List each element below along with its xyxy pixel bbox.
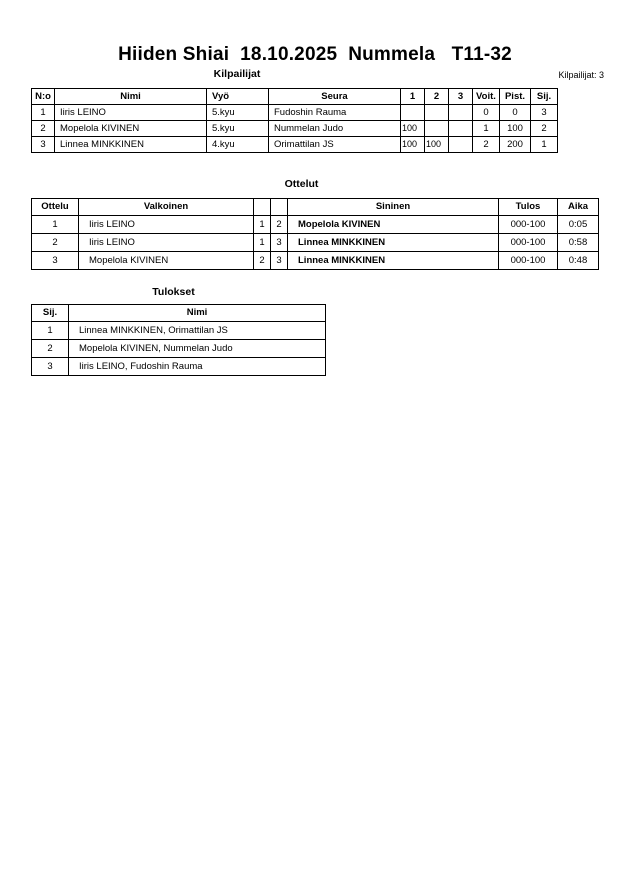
cell-name: Linnea MINKKINEN <box>55 137 207 153</box>
competitors-section-label: Kilpailijat <box>213 68 261 80</box>
cell-name: Iiris LEINO, Fudoshin Rauma <box>69 358 326 376</box>
cell-rank: 2 <box>531 121 558 137</box>
cell-points: 100 <box>500 121 531 137</box>
cell-name: Iiris LEINO <box>55 105 207 121</box>
column-header-wins: Voit. <box>473 89 500 105</box>
column-header-score-1: 1 <box>401 89 425 105</box>
cell-rank: 2 <box>32 340 69 358</box>
page-title: Hiiden Shiai 18.10.2025 Nummela T11-32 <box>118 44 512 65</box>
cell-score-1: 100 <box>401 137 425 153</box>
matches-section-label: Ottelut <box>284 178 319 190</box>
results-table <box>31 304 326 376</box>
cell-score-1 <box>401 105 425 121</box>
cell-rank: 3 <box>531 105 558 121</box>
table-header-row <box>32 305 326 322</box>
column-header-club: Seura <box>269 89 401 105</box>
cell-blue-number: 3 <box>271 252 288 270</box>
column-header-score-2: 2 <box>425 89 449 105</box>
cell-name: Mopelola KIVINEN, Nummelan Judo <box>69 340 326 358</box>
competitors-count: Kilpailijat: 3 <box>558 70 604 80</box>
competitors-table <box>31 88 558 153</box>
results-section-label: Tulokset <box>152 286 195 298</box>
table-row <box>32 105 558 121</box>
cell-blue-number: 3 <box>271 234 288 252</box>
table-row <box>32 322 326 340</box>
cell-time: 0:58 <box>558 234 599 252</box>
column-header-belt: Vyö <box>207 89 269 105</box>
column-header-rank: Sij. <box>32 305 69 322</box>
cell-white: Iiris LEINO <box>79 234 254 252</box>
cell-club: Fudoshin Rauma <box>269 105 401 121</box>
cell-number: 3 <box>32 137 55 153</box>
table-row <box>32 216 599 234</box>
column-header-result: Tulos <box>499 199 558 216</box>
column-header-score-3: 3 <box>449 89 473 105</box>
table-row <box>32 121 558 137</box>
table-row <box>32 137 558 153</box>
table-row <box>32 358 326 376</box>
cell-match-number: 2 <box>32 234 79 252</box>
column-header-rank: Sij. <box>531 89 558 105</box>
table-header-row <box>32 89 558 105</box>
cell-rank: 1 <box>32 322 69 340</box>
cell-white-number: 1 <box>254 216 271 234</box>
cell-time: 0:48 <box>558 252 599 270</box>
column-header-blue-number <box>271 199 288 216</box>
cell-score-3 <box>449 121 473 137</box>
column-header-points: Pist. <box>500 89 531 105</box>
cell-result: 000-100 <box>499 216 558 234</box>
cell-number: 1 <box>32 105 55 121</box>
cell-rank: 1 <box>531 137 558 153</box>
column-header-number: N:o <box>32 89 55 105</box>
column-header-blue: Sininen <box>288 199 499 216</box>
cell-score-2 <box>425 105 449 121</box>
table-header-row <box>32 199 599 216</box>
cell-blue-number: 2 <box>271 216 288 234</box>
cell-wins: 1 <box>473 121 500 137</box>
column-header-white: Valkoinen <box>79 199 254 216</box>
cell-score-1: 100 <box>401 121 425 137</box>
table-row <box>32 234 599 252</box>
cell-name: Mopelola KIVINEN <box>55 121 207 137</box>
table-row <box>32 252 599 270</box>
cell-match-number: 1 <box>32 216 79 234</box>
cell-name: Linnea MINKKINEN, Orimattilan JS <box>69 322 326 340</box>
cell-belt: 5.kyu <box>207 105 269 121</box>
cell-points: 200 <box>500 137 531 153</box>
cell-match-number: 3 <box>32 252 79 270</box>
cell-score-2: 100 <box>425 137 449 153</box>
cell-points: 0 <box>500 105 531 121</box>
cell-white: Mopelola KIVINEN <box>79 252 254 270</box>
cell-blue: Linnea MINKKINEN <box>288 234 499 252</box>
cell-club: Nummelan Judo <box>269 121 401 137</box>
cell-score-3 <box>449 137 473 153</box>
cell-belt: 5.kyu <box>207 121 269 137</box>
column-header-match-number: Ottelu <box>32 199 79 216</box>
column-header-white-number <box>254 199 271 216</box>
cell-score-2 <box>425 121 449 137</box>
cell-white-number: 2 <box>254 252 271 270</box>
cell-blue: Linnea MINKKINEN <box>288 252 499 270</box>
cell-score-3 <box>449 105 473 121</box>
cell-result: 000-100 <box>499 234 558 252</box>
column-header-name: Nimi <box>55 89 207 105</box>
column-header-time: Aika <box>558 199 599 216</box>
cell-rank: 3 <box>32 358 69 376</box>
matches-table <box>31 198 599 270</box>
cell-wins: 0 <box>473 105 500 121</box>
cell-belt: 4.kyu <box>207 137 269 153</box>
cell-time: 0:05 <box>558 216 599 234</box>
cell-club: Orimattilan JS <box>269 137 401 153</box>
cell-white: Iiris LEINO <box>79 216 254 234</box>
cell-wins: 2 <box>473 137 500 153</box>
cell-result: 000-100 <box>499 252 558 270</box>
cell-number: 2 <box>32 121 55 137</box>
table-row <box>32 340 326 358</box>
cell-white-number: 1 <box>254 234 271 252</box>
column-header-name: Nimi <box>69 305 326 322</box>
cell-blue: Mopelola KIVINEN <box>288 216 499 234</box>
